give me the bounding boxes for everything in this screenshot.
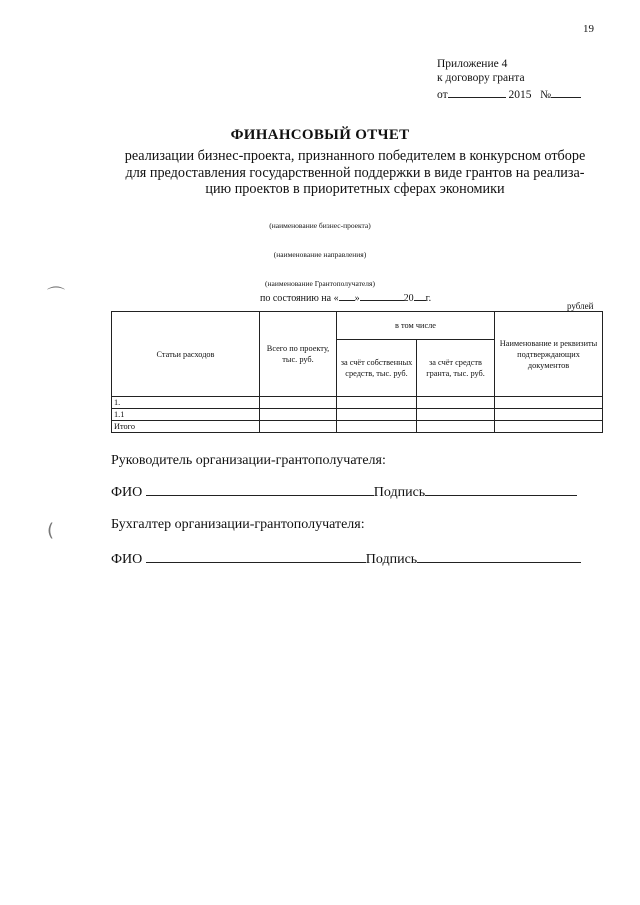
appendix-from-label: от	[437, 89, 448, 101]
head-title: Руководитель организации-грантополучателя:	[111, 453, 386, 468]
cell-total	[260, 409, 337, 421]
subtitle-line-2: для предоставления государственной поддержки в виде грантов на реализа-	[125, 164, 585, 181]
head-sign-label: Подпись	[373, 485, 426, 500]
header-grant-funds: за счёт средств гранта, тыс. руб.	[417, 340, 495, 397]
appendix-block	[437, 57, 581, 102]
row-label-total: Итого	[112, 421, 260, 433]
head-fio-label: ФИО	[111, 485, 143, 500]
cell-docs	[495, 421, 603, 433]
accountant-signature-row	[111, 550, 581, 568]
appendix-year: 2015	[508, 89, 532, 101]
page-number: 19	[583, 23, 594, 35]
header-expenses: Статьи расходов	[112, 312, 260, 397]
appendix-line-3	[437, 85, 581, 102]
cell-own	[337, 397, 417, 409]
cell-grant	[417, 409, 495, 421]
margin-mark-1: ⌒	[47, 286, 65, 307]
financial-report-table	[111, 311, 603, 433]
year-blank	[414, 291, 426, 301]
cell-own	[337, 409, 417, 421]
accountant-fio-line	[146, 550, 366, 563]
as-of-date	[260, 291, 431, 304]
cell-docs	[495, 397, 603, 409]
appendix-line-2: к договору гранта	[437, 72, 525, 84]
head-sign-line	[425, 483, 577, 496]
header-total: Всего по проекту, тыс. руб.	[260, 312, 337, 397]
row-label-1: 1.	[112, 397, 260, 409]
header-documents: Наименование и реквизиты подтверждающих документов	[495, 312, 603, 397]
document-title: ФИНАНСОВЫЙ ОТЧЕТ	[230, 127, 410, 143]
accountant-fio-label: ФИО	[111, 552, 143, 567]
head-fio-line	[146, 483, 374, 496]
as-of-mid: »	[354, 293, 360, 304]
as-of-suffix: г.	[425, 293, 432, 304]
currency-note: рублей	[567, 301, 594, 311]
month-blank	[360, 291, 404, 301]
recipient-name-caption: (наименование Грантополучателя)	[265, 279, 375, 288]
row-label-2: 1.1	[112, 409, 260, 421]
appendix-number-label: №	[540, 89, 552, 101]
cell-grant	[417, 397, 495, 409]
header-including: в том числе	[337, 312, 495, 340]
cell-own	[337, 421, 417, 433]
as-of-prefix: по состоянию на «	[260, 293, 339, 304]
cell-grant	[417, 421, 495, 433]
day-blank	[339, 291, 355, 301]
accountant-sign-line	[417, 550, 581, 563]
project-name-caption: (наименование бизнес-проекта)	[269, 221, 371, 230]
accountant-sign-label: Подпись	[365, 552, 418, 567]
cell-total	[260, 397, 337, 409]
document-subtitle	[110, 148, 600, 198]
accountant-title: Бухгалтер организации-грантополучателя:	[111, 517, 365, 532]
cell-docs	[495, 409, 603, 421]
header-own-funds: за счёт собственных средств, тыс. руб.	[337, 340, 417, 397]
appendix-line-1: Приложение 4	[437, 58, 508, 70]
number-blank	[551, 85, 581, 98]
as-of-year: 20	[403, 293, 414, 304]
cell-total	[260, 421, 337, 433]
subtitle-line-3: цию проектов в приоритетных сферах экономики	[205, 181, 505, 197]
date-blank	[448, 85, 506, 98]
direction-name-caption: (наименование направления)	[273, 250, 367, 259]
head-signature-row	[111, 483, 577, 501]
margin-mark-2: (	[47, 520, 55, 541]
subtitle-line-1: реализации бизнес-проекта, признанного победителем в конкурсном отборе	[124, 148, 586, 164]
